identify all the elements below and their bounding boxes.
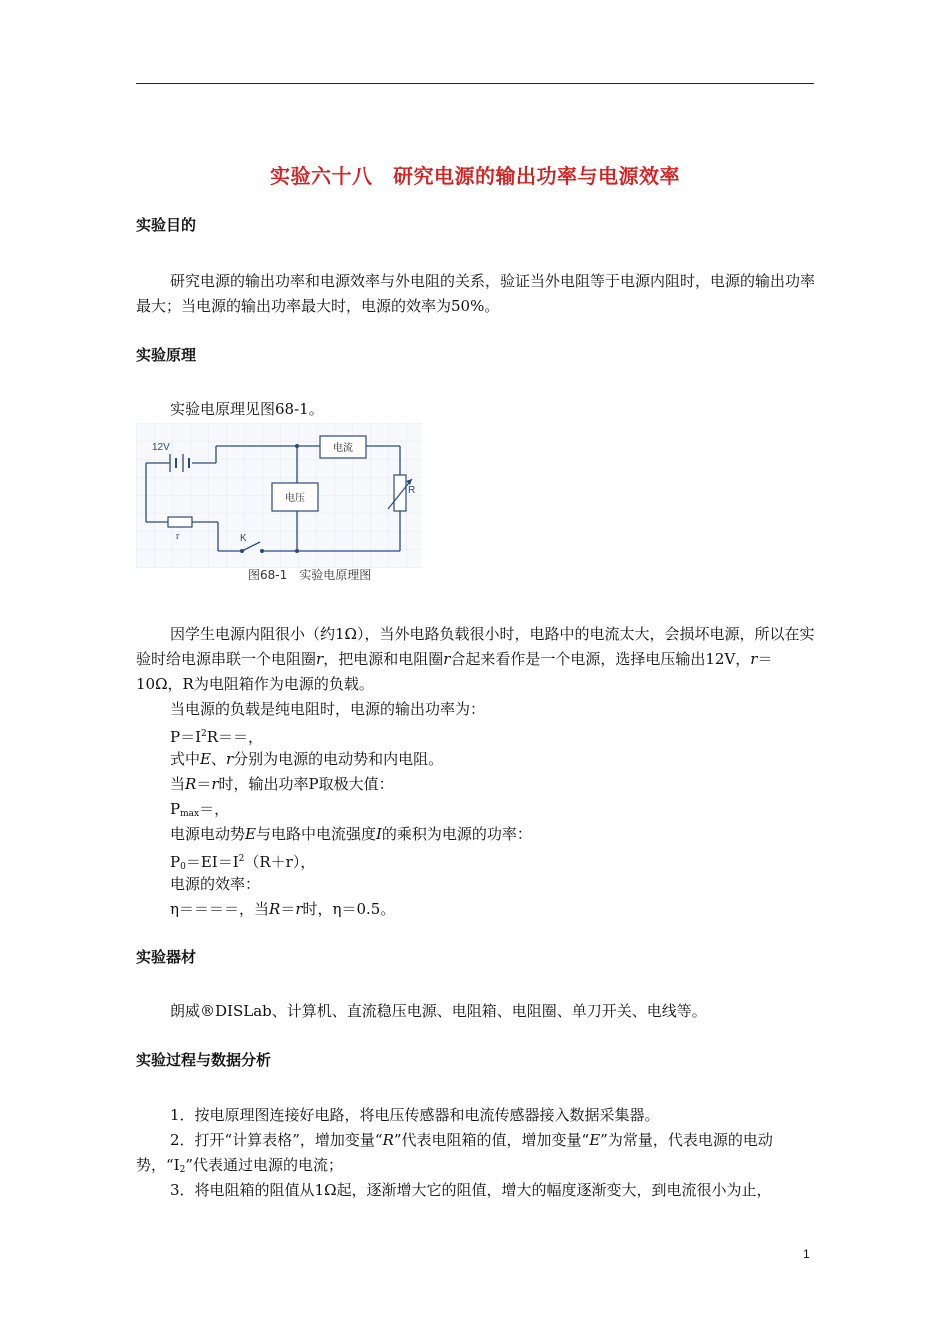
resistor-box-label: R xyxy=(408,485,416,496)
battery-label: 12V xyxy=(152,442,170,453)
junction-top xyxy=(295,444,299,448)
source-power-intro: 电源电动势E与电路中电流强度I的乘积为电源的功率： xyxy=(170,825,532,843)
circuit-diagram xyxy=(136,423,422,583)
header-rule xyxy=(136,83,814,84)
voltage-sensor-label: 电压 xyxy=(285,493,305,504)
power-formula: $P=I^2R==$， xyxy=(170,728,264,746)
efficiency-intro: 电源的效率： xyxy=(170,875,261,893)
principle-intro: 实验电原理见图68-1。 xyxy=(170,400,324,418)
switch-label: K xyxy=(240,533,247,544)
heading-procedure: 实验过程与数据分析 xyxy=(136,1051,272,1069)
step-1: 1．按电原理图连接好电路，将电压传感器和电流传感器接入数据采集器。 xyxy=(170,1106,660,1124)
step-3: 3．将电阻箱的阻值从1Ω起，逐渐增大它的阻值，增大的幅度逐渐变大，到电流很小为止， xyxy=(170,1181,772,1199)
page-title: 实验六十八 研究电源的输出功率与电源效率 xyxy=(270,164,680,188)
max-condition: 当R＝r时，输出功率P取极大值： xyxy=(170,775,394,793)
power-intro: 当电源的负载是纯电阻时，电源的输出功率为： xyxy=(170,700,486,718)
page-number: 1 xyxy=(803,1247,810,1261)
figure-caption: 图68-1 实验电原理图 xyxy=(248,568,372,582)
symbol-note: 式中E、r分别为电源的电动势和内电阻。 xyxy=(170,750,444,768)
heading-principle: 实验原理 xyxy=(136,346,197,364)
current-sensor-label: 电流 xyxy=(333,443,353,454)
efficiency-formula: η＝＝＝＝，当R＝r时，η＝0.5。 xyxy=(170,900,396,918)
internal-resistor-icon xyxy=(168,517,192,527)
pmax-formula: $P_{max}=$， xyxy=(170,800,230,819)
equipment-paragraph: 朗威®DISLab、计算机、直流稳压电源、电阻箱、电阻圈、单刀开关、电线等。 xyxy=(170,1002,707,1020)
circuit-svg xyxy=(136,423,422,568)
junction-bottom xyxy=(295,549,299,553)
purpose-paragraph: 研究电源的输出功率和电源效率与外电阻的关系，验证当外电阻等于电源内阻时，电源的输出功率最大；当电源的输出功率最大时，电源的效率为50%。 xyxy=(136,272,816,315)
principle-paragraph: 因学生电源内阻很小（约1Ω），当外电路负载很小时，电路中的电流太大，会损坏电源，所以在实验时给电源串联一个电阻圈r，把电源和电阻圈r合起来看作是一个电源，选择电压输出12V，r＝10Ω，R为电阻箱作为电源的负载。 xyxy=(136,625,815,693)
step-2: 2．打开“计算表格”，增加变量“R”代表电阻箱的值，增加变量“E”为常量，代表电源的电动势，“$I_2$”代表通过电源的电流； xyxy=(136,1131,773,1175)
heading-purpose: 实验目的 xyxy=(136,216,197,234)
heading-equipment: 实验器材 xyxy=(136,948,197,966)
internal-resistor-label: r xyxy=(176,531,180,542)
p0-formula: $P_0=EI=I^2(R+r)$， xyxy=(170,853,316,872)
